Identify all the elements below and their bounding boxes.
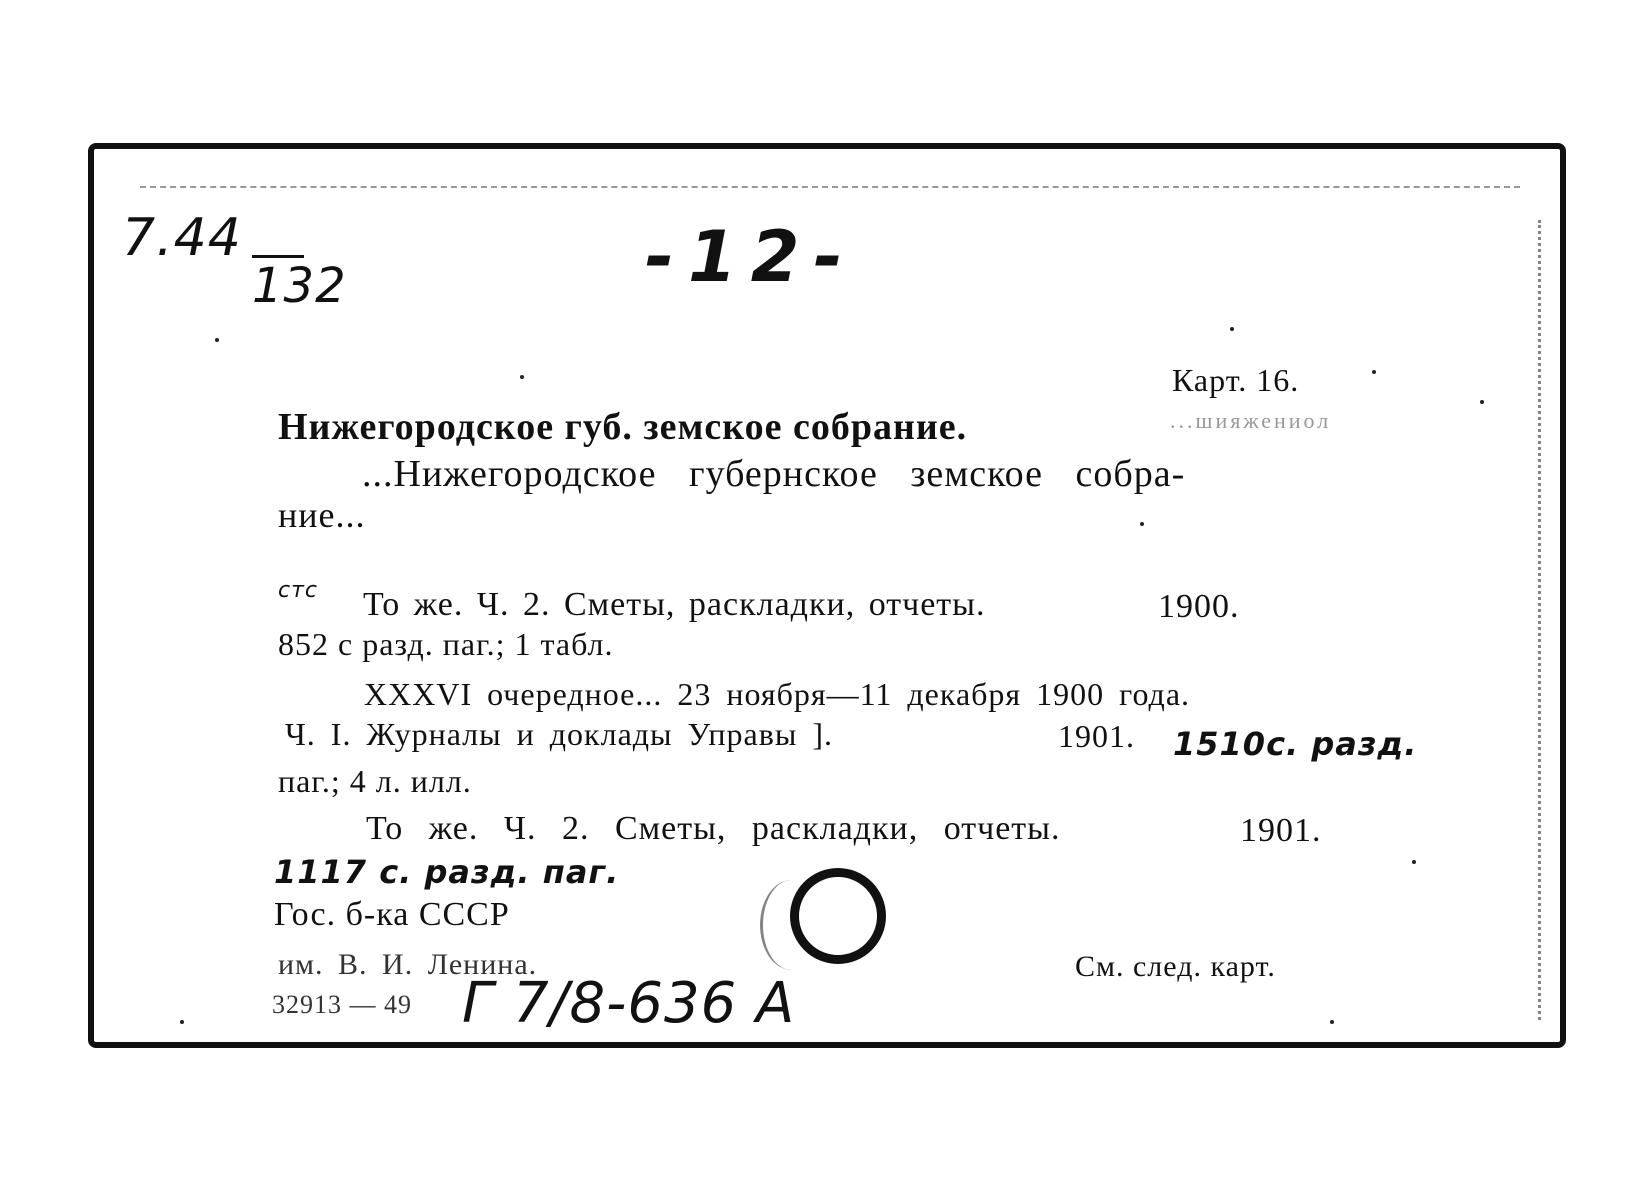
entry-3-title: То же. Ч. 2. Сметы, раскладки, отчеты. — [366, 810, 1061, 847]
subtitle-line-2: ние... — [278, 495, 366, 535]
top-dashed-line — [140, 186, 1520, 188]
entry-3-year: 1901. — [1240, 812, 1322, 849]
entry-1-extent: 852 с разд. паг.; 1 табл. — [278, 626, 614, 662]
card-marker: -12- — [645, 216, 857, 298]
library-stamp-line-2: им. В. И. Ленина. — [278, 948, 538, 981]
speck — [1230, 327, 1234, 331]
call-number: Г 7/8-636 А — [462, 971, 796, 1036]
see-next-card: См. след. карт. — [1075, 950, 1276, 983]
entry-2-part: Ч. I. Журналы и доклады Управы ]. — [285, 716, 833, 752]
speck — [520, 375, 524, 379]
library-stamp-line-1: Гос. б-ка СССР — [274, 896, 510, 933]
card-number-label: Карт. 16. — [1172, 362, 1300, 398]
entry-1-year: 1900. — [1158, 588, 1240, 625]
speck — [1330, 1020, 1334, 1024]
entry-1-title: То же. Ч. 2. Сметы, раскладки, отчеты. — [363, 586, 986, 623]
entry-2-handwritten-pages: 1510с. разд. — [1173, 725, 1418, 763]
smudged-text: ...шияжениол — [1170, 408, 1332, 433]
speck — [1480, 400, 1484, 404]
shelf-number-denominator: 132 — [252, 258, 347, 314]
speck — [215, 338, 219, 342]
hole-punch — [790, 868, 886, 964]
speck — [1140, 522, 1144, 526]
stray-handwritten-mark: стс — [278, 578, 319, 603]
entry-3-handwritten-pages: 1117 с. разд. паг. — [274, 853, 620, 891]
speck — [1412, 860, 1416, 864]
speck — [180, 1020, 184, 1024]
right-dotted-edge — [1538, 220, 1541, 1020]
library-stamp-number: 32913 — 49 — [272, 990, 412, 1019]
speck — [1372, 370, 1376, 374]
shelf-number: 7.44 — [122, 208, 242, 268]
entry-2-extent: паг.; 4 л. илл. — [278, 763, 472, 799]
entry-2-year: 1901. — [1058, 718, 1135, 754]
subtitle-line-1: ...Нижегородское губернское земское собра- — [362, 453, 1186, 495]
entry-2-title: XXXVI очередное... 23 ноября—11 декабря 1900 года. — [364, 676, 1191, 712]
card-heading: Нижегородское губ. земское собрание. — [278, 406, 968, 448]
